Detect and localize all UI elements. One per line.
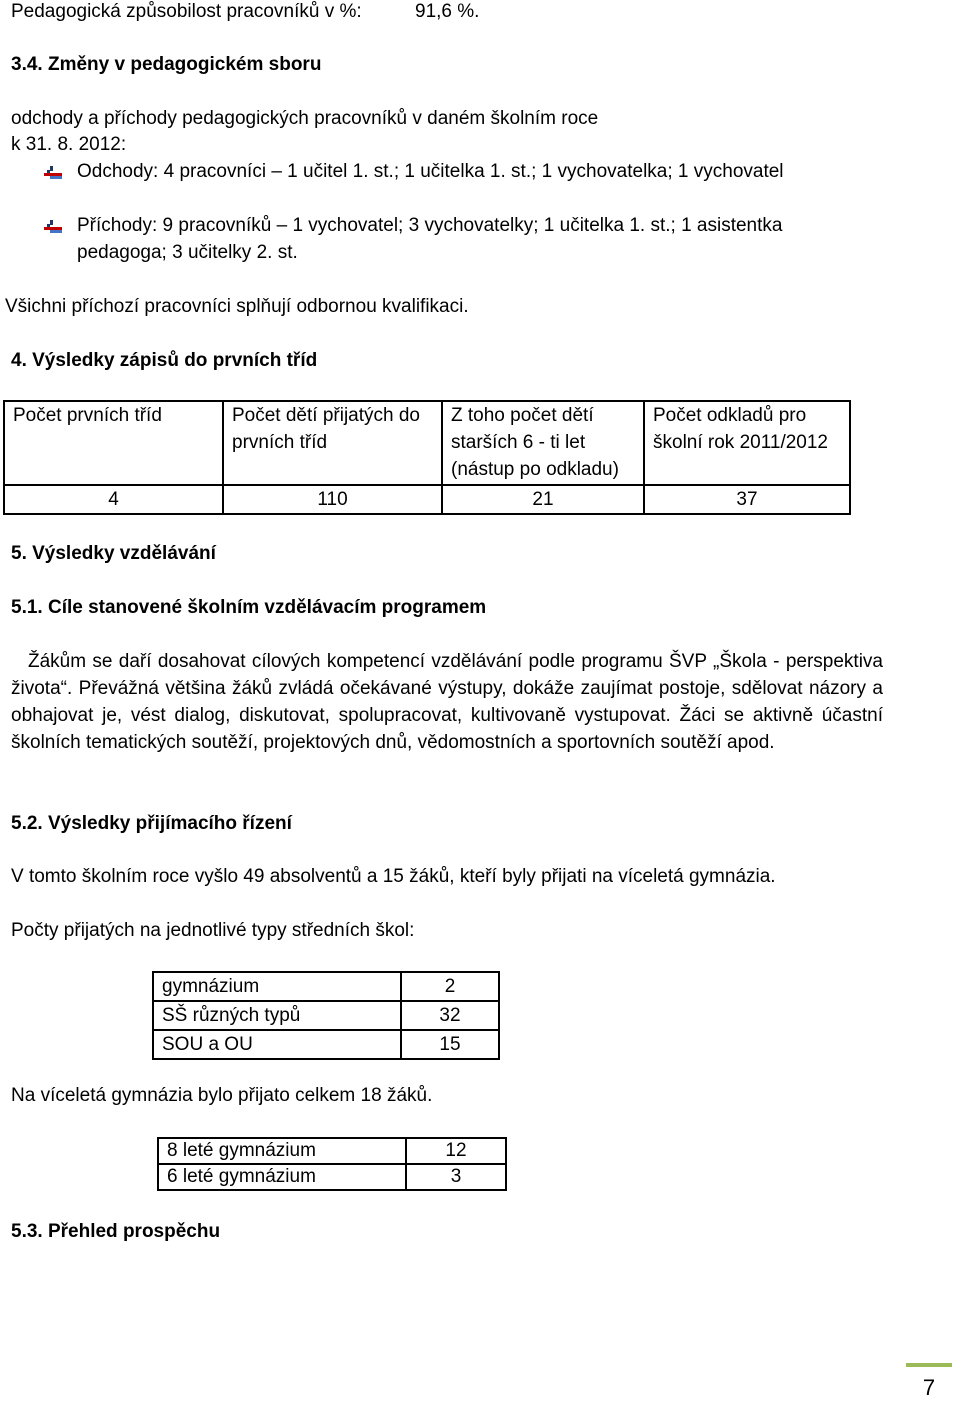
value-deferrals: 37 bbox=[644, 485, 850, 514]
value-older: 21 bbox=[442, 485, 644, 514]
header-text: Z toho počet dětí bbox=[451, 405, 594, 426]
header-text: prvních tříd bbox=[232, 432, 328, 453]
header-older bbox=[442, 401, 644, 485]
qualification-value: 91,6 %. bbox=[415, 1, 480, 22]
arrivals-item: Příchody: 9 pracovníků – 1 vychovatel; 3 vychovatelky; 1 učitelka 1. st.; 1 asistentka bbox=[77, 215, 783, 236]
gymnasium-type-count: 12 bbox=[406, 1138, 506, 1164]
header-text: Počet dětí přijatých do bbox=[232, 405, 420, 426]
school-type-name: gymnázium bbox=[153, 972, 401, 1001]
school-types-table bbox=[152, 971, 500, 1060]
gymnasium-type-count: 3 bbox=[406, 1164, 506, 1190]
table-header-row bbox=[4, 401, 850, 485]
school-type-count: 15 bbox=[401, 1030, 499, 1059]
header-text: starších 6 - ti let bbox=[451, 432, 586, 453]
table-row bbox=[4, 485, 850, 514]
table-row bbox=[153, 1001, 499, 1030]
header-text: školní rok 2011/2012 bbox=[653, 432, 828, 453]
header-deferrals bbox=[644, 401, 850, 485]
school-type-name: SOU a OU bbox=[153, 1030, 401, 1059]
header-text: Počet prvních tříd bbox=[13, 405, 162, 426]
bullet-icon bbox=[44, 166, 62, 180]
changes-intro-line1: odchody a příchody pedagogických pracovníků v daném školním roce bbox=[11, 108, 599, 129]
section-5-1-heading: 5.1. Cíle stanovené školním vzdělávacím programem bbox=[11, 597, 487, 618]
header-classes bbox=[4, 401, 223, 485]
section-5-2-heading: 5.2. Výsledky přijímacího řízení bbox=[11, 813, 292, 834]
header-text: Počet odkladů pro bbox=[653, 405, 807, 426]
section-3-4-heading: 3.4. Změny v pedagogickém sboru bbox=[11, 54, 322, 75]
table-row bbox=[153, 972, 499, 1001]
table-row bbox=[158, 1138, 506, 1164]
gymnasium-types-table bbox=[157, 1137, 507, 1191]
qualification-line bbox=[11, 0, 480, 24]
gymnasium-type-name: 8 leté gymnázium bbox=[158, 1138, 406, 1164]
header-text: (nástup po odkladu) bbox=[451, 459, 619, 480]
value-classes: 4 bbox=[4, 485, 223, 514]
section-5-heading: 5. Výsledky vzdělávání bbox=[11, 543, 216, 564]
page-number: 7 bbox=[906, 1363, 952, 1409]
school-types-intro: Počty přijatých na jednotlivé typy středních škol: bbox=[11, 920, 415, 941]
graduates-sentence: V tomto školním roce vyšlo 49 absolventů a 15 žáků, kteří byly přijati na víceletá gymnázia. bbox=[11, 866, 776, 887]
table-row bbox=[158, 1164, 506, 1190]
gymnasium-total-sentence: Na víceletá gymnázia bylo přijato celkem 18 žáků. bbox=[11, 1085, 433, 1106]
changes-intro-line2: k 31. 8. 2012: bbox=[11, 134, 127, 155]
qualification-note: Všichni příchozí pracovníci splňují odbornou kvalifikaci. bbox=[5, 296, 469, 317]
bullet-icon bbox=[44, 220, 62, 234]
header-accepted bbox=[223, 401, 442, 485]
gymnasium-type-name: 6 leté gymnázium bbox=[158, 1164, 406, 1190]
departures-item: Odchody: 4 pracovníci – 1 učitel 1. st.; 1 učitelka 1. st.; 1 vychovatelka; 1 vychovatel bbox=[77, 161, 784, 182]
school-type-count: 2 bbox=[401, 972, 499, 1001]
section-5-3-heading: 5.3. Přehled prospěchu bbox=[11, 1221, 221, 1242]
qualification-label: Pedagogická způsobilost pracovníků v %: bbox=[11, 1, 362, 22]
arrivals-item-continuation: pedagoga; 3 učitelky 2. st. bbox=[77, 242, 298, 263]
table-row bbox=[153, 1030, 499, 1059]
enrollment-table bbox=[3, 400, 851, 515]
school-type-count: 32 bbox=[401, 1001, 499, 1030]
value-accepted: 110 bbox=[223, 485, 442, 514]
school-type-name: SŠ různých typů bbox=[153, 1001, 401, 1030]
goals-paragraph: Žákům se daří dosahovat cílových kompetencí vzdělávání podle programu ŠVP „Škola - perspektiva života“. Převážná většina žáků zvládá očekávané výstupy, dokáže zaujímat postoje, sdělovat názory a obhajovat je, vést dialog, diskutovat, spolupracovat, kultivovaně vystupovat. Žáci se aktivně účastní školních tematických soutěží, projektových dnů, vědomostních a sportovních soutěží apod. bbox=[11, 651, 883, 753]
section-4-heading: 4. Výsledky zápisů do prvních tříd bbox=[11, 350, 318, 371]
